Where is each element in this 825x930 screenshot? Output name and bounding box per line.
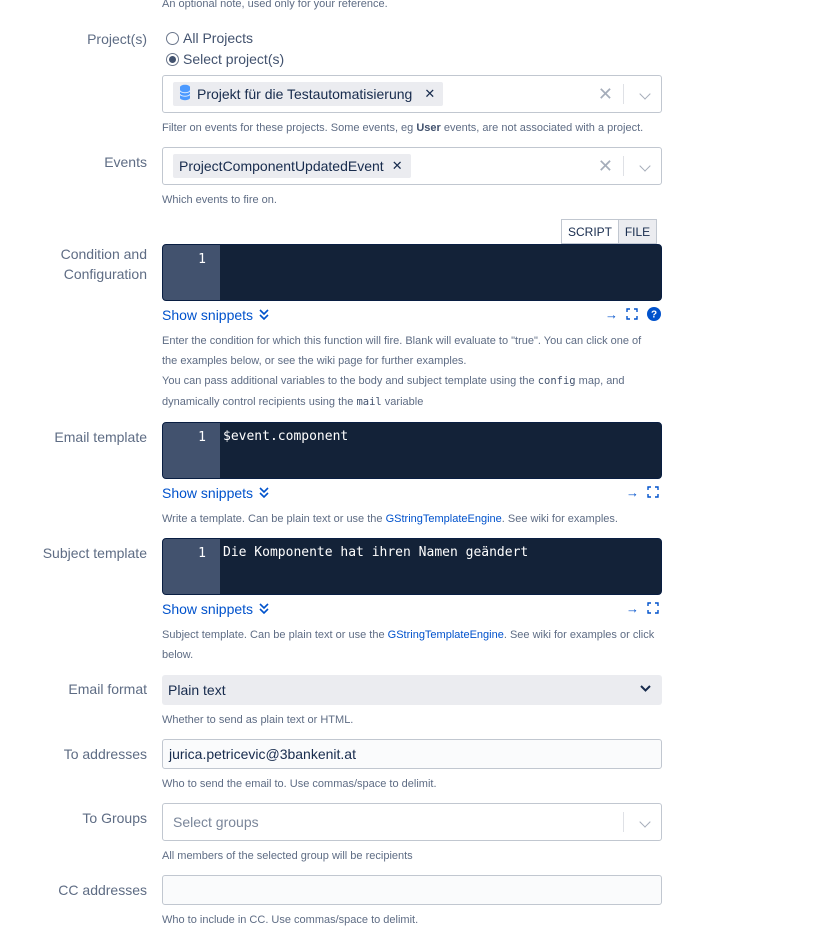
radio-select-projects-circle[interactable] xyxy=(166,53,179,66)
subject-help-prefix: Subject template. Can be plain text or use the xyxy=(162,629,388,641)
email-template-code[interactable]: $event.component xyxy=(223,429,349,444)
editor-gutter xyxy=(163,245,220,300)
line-number: 1 xyxy=(198,252,206,267)
clear-events-icon[interactable]: ✕ xyxy=(597,156,613,176)
line-number: 1 xyxy=(198,546,206,561)
projects-help-suffix: events, are not associated with a project. xyxy=(440,122,644,134)
subject-template-help xyxy=(162,625,654,645)
events-select[interactable] xyxy=(162,147,662,185)
fullscreen-icon[interactable] xyxy=(647,602,659,617)
event-chip-label: ProjectComponentUpdatedEvent xyxy=(179,158,384,174)
tab-script[interactable]: SCRIPT xyxy=(561,219,619,244)
project-chip xyxy=(173,82,443,106)
radio-select-projects[interactable] xyxy=(166,51,284,67)
chevron-down-icon[interactable] xyxy=(639,682,652,698)
cc-addresses-help: Who to include in CC. Use commas/space to delimit. xyxy=(162,914,419,926)
radio-all-projects[interactable] xyxy=(166,30,253,46)
subject-template-help-2: below. xyxy=(162,649,194,661)
chevron-down-icon[interactable] xyxy=(639,816,650,827)
email-format-select[interactable] xyxy=(162,675,662,705)
double-chevron-down-icon xyxy=(259,485,269,501)
subject-help-suffix: . See wiki for examples or click xyxy=(503,629,655,641)
double-chevron-down-icon xyxy=(259,307,269,323)
email-template-label: Email template xyxy=(54,429,147,445)
projects-select[interactable] xyxy=(162,75,662,113)
fullscreen-icon[interactable] xyxy=(626,308,638,323)
select-separator xyxy=(623,84,624,104)
condition-help-2: the examples below, or see the wiki page for further examples. xyxy=(162,355,467,367)
subject-template-code[interactable]: Die Komponente hat ihren Namen geändert xyxy=(223,545,529,560)
email-template-help xyxy=(162,509,618,529)
to-groups-select[interactable] xyxy=(162,803,662,841)
event-chip xyxy=(173,154,411,178)
database-icon xyxy=(179,84,191,104)
to-groups-help: All members of the selected group will be recipients xyxy=(162,850,413,862)
events-help: Which events to fire on. xyxy=(162,194,277,206)
condition-help-3 xyxy=(162,371,625,391)
editor-gutter xyxy=(163,423,220,478)
cc-addresses-label: CC addresses xyxy=(58,882,147,898)
remove-event-icon[interactable]: ✕ xyxy=(391,158,403,173)
select-separator xyxy=(623,156,624,176)
radio-all-projects-circle[interactable] xyxy=(166,32,179,45)
radio-select-projects-label: Select project(s) xyxy=(183,51,285,67)
email-format-label: Email format xyxy=(68,681,147,697)
email-help-suffix: . See wiki for examples. xyxy=(501,513,618,525)
condition-label-line2: Configuration xyxy=(63,266,147,282)
show-snippets-label: Show snippets xyxy=(162,485,254,501)
show-snippets-label: Show snippets xyxy=(162,307,254,323)
email-format-value: Plain text xyxy=(168,682,226,698)
line-number: 1 xyxy=(198,430,206,445)
projects-label: Project(s) xyxy=(87,31,147,47)
radio-all-projects-label: All Projects xyxy=(183,30,254,46)
arrow-right-icon[interactable]: → xyxy=(605,307,618,322)
show-snippets-subject[interactable] xyxy=(162,601,269,617)
condition-help-4-suffix: variable xyxy=(381,396,424,408)
condition-help-3-prefix: You can pass additional variables to the body and subject template using the xyxy=(162,375,538,387)
projects-help xyxy=(162,118,643,138)
config-code: config xyxy=(537,375,576,387)
fullscreen-icon[interactable] xyxy=(647,486,659,501)
top-note: An optional note, used only for your reference. xyxy=(162,0,388,10)
show-snippets-condition[interactable] xyxy=(162,307,269,323)
svg-text:?: ? xyxy=(650,309,658,321)
select-separator xyxy=(623,812,624,832)
project-chip-label: Projekt für die Testautomatisierung xyxy=(197,86,413,102)
to-addresses-help: Who to send the email to. Use commas/space to delimit. xyxy=(162,778,437,790)
chevron-down-icon[interactable] xyxy=(639,160,650,171)
tab-file[interactable]: FILE xyxy=(618,219,657,244)
help-icon[interactable] xyxy=(647,307,661,324)
condition-help-4 xyxy=(162,392,423,412)
to-groups-label: To Groups xyxy=(82,810,147,826)
show-snippets-email[interactable] xyxy=(162,485,269,501)
cc-addresses-input[interactable] xyxy=(162,875,662,905)
email-format-help: Whether to send as plain text or HTML. xyxy=(162,714,354,726)
remove-project-icon[interactable]: ✕ xyxy=(424,86,436,101)
double-chevron-down-icon xyxy=(259,601,269,617)
subject-template-label: Subject template xyxy=(42,545,147,561)
to-addresses-label: To addresses xyxy=(63,746,147,762)
events-label: Events xyxy=(104,154,147,170)
clear-projects-icon[interactable]: ✕ xyxy=(597,84,613,104)
gstring-link[interactable]: GStringTemplateEngine xyxy=(385,513,502,525)
projects-help-prefix: Filter on events for these projects. Some events, eg xyxy=(162,122,417,134)
condition-label xyxy=(61,244,147,284)
condition-help-3-suffix: map, and xyxy=(575,375,625,387)
gstring-link[interactable]: GStringTemplateEngine xyxy=(387,629,504,641)
email-help-prefix: Write a template. Can be plain text or use the xyxy=(162,513,386,525)
show-snippets-label: Show snippets xyxy=(162,601,254,617)
condition-help-4-prefix: dynamically control recipients using the xyxy=(162,396,357,408)
editor-gutter xyxy=(163,539,220,594)
to-addresses-input[interactable]: jurica.petricevic@3bankenit.at xyxy=(162,739,662,769)
projects-help-bold: User xyxy=(416,122,441,134)
to-groups-placeholder: Select groups xyxy=(173,814,259,830)
mail-code: mail xyxy=(356,396,382,408)
condition-help-1: Enter the condition for which this function will fire. Blank will evaluate to "true". You can click one of xyxy=(162,335,642,347)
condition-label-line1: Condition and xyxy=(60,246,147,262)
email-template-editor[interactable] xyxy=(162,422,662,479)
subject-template-editor[interactable] xyxy=(162,538,662,595)
arrow-right-icon[interactable]: → xyxy=(626,485,639,500)
arrow-right-icon[interactable]: → xyxy=(626,601,639,616)
condition-editor[interactable] xyxy=(162,244,662,301)
chevron-down-icon[interactable] xyxy=(639,88,650,99)
